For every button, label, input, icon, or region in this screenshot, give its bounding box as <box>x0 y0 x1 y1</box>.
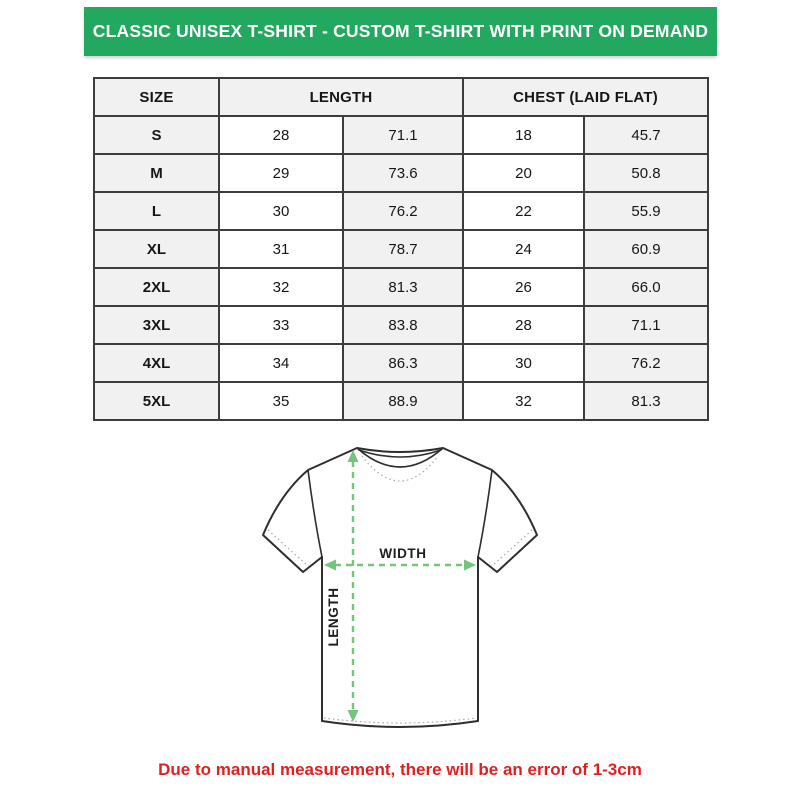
chest-in-cell: 22 <box>463 192 584 230</box>
tshirt-outline <box>263 448 537 727</box>
table-header-row <box>94 78 708 116</box>
measurement-note: Due to manual measurement, there will be an error of 1-3cm <box>158 760 642 779</box>
table-body <box>94 116 708 420</box>
chest-in-cell: 24 <box>463 230 584 268</box>
size-cell: S <box>94 116 219 154</box>
length-cm-cell: 88.9 <box>343 382 463 420</box>
chest-in-cell: 26 <box>463 268 584 306</box>
page-title: CLASSIC UNISEX T-SHIRT - CUSTOM T-SHIRT WITH PRINT ON DEMAND <box>92 21 709 41</box>
size-cell: 3XL <box>94 306 219 344</box>
length-in-cell: 32 <box>219 268 343 306</box>
col-header-length: LENGTH <box>219 78 463 116</box>
chest-cm-cell: 60.9 <box>584 230 708 268</box>
length-cm-cell: 73.6 <box>343 154 463 192</box>
table-row <box>94 192 708 230</box>
length-in-cell: 28 <box>219 116 343 154</box>
chest-cm-cell: 76.2 <box>584 344 708 382</box>
size-chart-table <box>93 77 709 421</box>
size-cell: M <box>94 154 219 192</box>
length-in-cell: 35 <box>219 382 343 420</box>
chest-cm-cell: 55.9 <box>584 192 708 230</box>
table-row <box>94 268 708 306</box>
title-banner <box>84 7 717 56</box>
size-cell: XL <box>94 230 219 268</box>
col-header-size: SIZE <box>94 78 219 116</box>
tshirt-measurement-diagram <box>250 432 550 734</box>
length-cm-cell: 71.1 <box>343 116 463 154</box>
length-in-cell: 30 <box>219 192 343 230</box>
table-row <box>94 344 708 382</box>
length-in-cell: 29 <box>219 154 343 192</box>
size-cell: 4XL <box>94 344 219 382</box>
length-cm-cell: 83.8 <box>343 306 463 344</box>
length-in-cell: 31 <box>219 230 343 268</box>
chest-cm-cell: 71.1 <box>584 306 708 344</box>
chest-cm-cell: 45.7 <box>584 116 708 154</box>
chest-in-cell: 30 <box>463 344 584 382</box>
size-cell: L <box>94 192 219 230</box>
table-row <box>94 154 708 192</box>
size-cell: 5XL <box>94 382 219 420</box>
chest-in-cell: 28 <box>463 306 584 344</box>
length-in-cell: 33 <box>219 306 343 344</box>
length-cm-cell: 81.3 <box>343 268 463 306</box>
chest-cm-cell: 50.8 <box>584 154 708 192</box>
chest-in-cell: 20 <box>463 154 584 192</box>
length-cm-cell: 76.2 <box>343 192 463 230</box>
size-cell: 2XL <box>94 268 219 306</box>
chest-cm-cell: 66.0 <box>584 268 708 306</box>
table-row <box>94 306 708 344</box>
table-row <box>94 230 708 268</box>
col-header-chest: CHEST (LAID FLAT) <box>463 78 708 116</box>
length-cm-cell: 86.3 <box>343 344 463 382</box>
chest-in-cell: 18 <box>463 116 584 154</box>
length-cm-cell: 78.7 <box>343 230 463 268</box>
length-in-cell: 34 <box>219 344 343 382</box>
width-label: WIDTH <box>379 546 427 561</box>
chest-in-cell: 32 <box>463 382 584 420</box>
table-row <box>94 382 708 420</box>
length-label: LENGTH <box>326 587 341 647</box>
table-row <box>94 116 708 154</box>
chest-cm-cell: 81.3 <box>584 382 708 420</box>
